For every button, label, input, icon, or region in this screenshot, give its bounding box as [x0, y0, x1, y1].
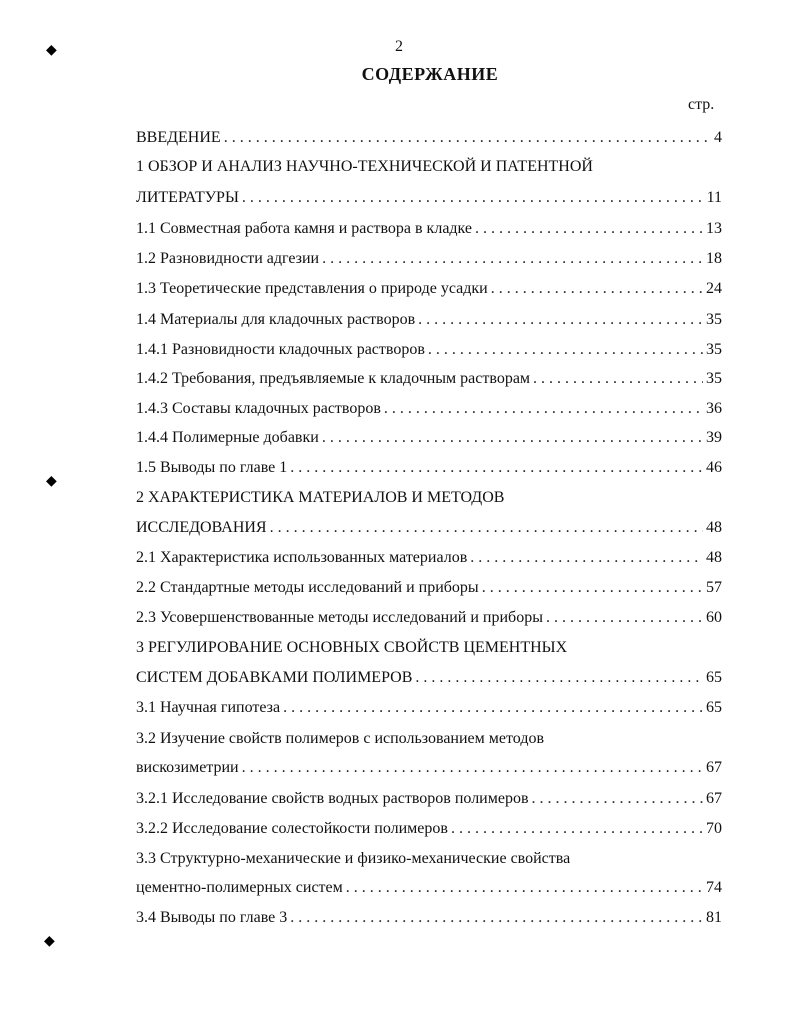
- toc-entry-page: 13: [706, 220, 722, 237]
- toc-leader: [482, 577, 703, 599]
- toc-entry: [136, 788, 722, 810]
- toc-entry: [136, 218, 722, 240]
- toc-entry-page: 67: [706, 759, 722, 776]
- toc-entry: [136, 278, 722, 300]
- toc-entry-text: 1.4.2 Требования, предъявляемые к кладочным растворам: [136, 370, 531, 387]
- toc-entry-text: 1.4.3 Составы кладочных растворов: [136, 400, 381, 417]
- binding-mark-icon: ◆: [44, 934, 55, 949]
- toc-entry: [136, 187, 722, 209]
- page-title: СОДЕРЖАНИЕ: [361, 64, 499, 84]
- toc-entry-page: 35: [706, 370, 722, 387]
- toc-entry-text: 3.2.1 Исследование свойств водных растворов полимеров: [136, 790, 529, 807]
- toc-entry-page: 46: [706, 459, 722, 476]
- toc-leader: [242, 757, 703, 779]
- toc-entry-text: 3.2.2 Исследование солестойкости полимеров: [136, 820, 448, 837]
- toc-heading-line: 3.3 Структурно-механические и физико-механические свойства: [136, 850, 571, 867]
- toc-leader: [533, 368, 703, 390]
- toc-entry-text: вискозиметрии: [136, 759, 239, 776]
- toc-entry: [136, 398, 722, 420]
- page-number: 2: [395, 38, 403, 55]
- toc-entry-text: цементно-полимерных систем: [136, 879, 343, 896]
- toc-leader: [290, 907, 703, 929]
- toc-entry-text: 1.4.4 Полимерные добавки: [136, 429, 319, 446]
- toc-leader: [415, 667, 703, 689]
- toc-heading-line: 3 РЕГУЛИРОВАНИЕ ОСНОВНЫХ СВОЙСТВ ЦЕМЕНТНЫХ: [136, 639, 568, 656]
- toc-entry-text: 1.1 Совместная работа камня и раствора в кладке: [136, 220, 473, 237]
- toc-leader: [451, 818, 703, 840]
- toc-leader: [283, 697, 703, 719]
- toc-entry: [136, 667, 722, 689]
- toc-entry-text: СИСТЕМ ДОБАВКАМИ ПОЛИМЕРОВ: [136, 669, 413, 686]
- toc-entry: [136, 607, 722, 629]
- toc-leader: [475, 218, 703, 240]
- toc-entry: [136, 877, 722, 899]
- toc-leader: [428, 339, 703, 361]
- binding-mark-icon: ◆: [46, 474, 57, 489]
- toc-entry-text: 1.2 Разновидности адгезии: [136, 250, 320, 267]
- toc-entry-page: 11: [706, 189, 722, 206]
- toc-leader: [242, 187, 704, 209]
- toc-leader: [322, 427, 703, 449]
- toc-entry: [136, 368, 722, 390]
- toc-leader: [322, 248, 703, 270]
- toc-entry-text: 2.2 Стандартные методы исследований и приборы: [136, 579, 479, 596]
- toc-entry: [136, 457, 722, 479]
- toc-entry-page: 4: [714, 129, 722, 146]
- toc-entry-page: 48: [706, 519, 722, 536]
- toc-entry-page: 57: [706, 579, 722, 596]
- toc-entry-page: 36: [706, 400, 722, 417]
- toc-entry-page: 48: [706, 549, 722, 566]
- toc-entry: [136, 427, 722, 449]
- toc-entry-page: 39: [706, 429, 722, 446]
- toc-entry: [136, 907, 722, 929]
- toc-entry-page: 74: [706, 879, 722, 896]
- toc-entry: [136, 757, 722, 779]
- toc-entry-page: 35: [706, 311, 722, 328]
- toc-entry-text: ЛИТЕРАТУРЫ: [136, 189, 239, 206]
- toc-entry-page: 81: [706, 909, 722, 926]
- toc-entry: [136, 248, 722, 270]
- toc-leader: [470, 547, 703, 569]
- toc-heading-line: 3.2 Изучение свойств полимеров с использованием методов: [136, 730, 545, 747]
- toc-entry-page: 65: [706, 669, 722, 686]
- toc-leader: [224, 127, 711, 149]
- toc-entry-text: ВВЕДЕНИЕ: [136, 129, 221, 146]
- toc-entry: [136, 818, 722, 840]
- toc-entry-text: 3.1 Научная гипотеза: [136, 699, 281, 716]
- toc-leader: [290, 457, 703, 479]
- toc-leader: [491, 278, 703, 300]
- toc-entry-page: 18: [706, 250, 722, 267]
- toc-entry: [136, 339, 722, 361]
- toc-entry: [136, 309, 722, 331]
- toc-entry-text: 1.5 Выводы по главе 1: [136, 459, 288, 476]
- toc-entry-page: 24: [706, 280, 722, 297]
- toc-entry-text: 1.4 Материалы для кладочных растворов: [136, 311, 416, 328]
- toc-entry-text: 2.1 Характеристика использованных материалов: [136, 549, 468, 566]
- toc-entry-text: 1.4.1 Разновидности кладочных растворов: [136, 341, 425, 358]
- toc-entry-text: 3.4 Выводы по главе 3: [136, 909, 288, 926]
- toc-entry-page: 35: [706, 341, 722, 358]
- toc-entry-page: 65: [706, 699, 722, 716]
- toc-entry-text: 1.3 Теоретические представления о природе усадки: [136, 280, 488, 297]
- binding-mark-icon: ◆: [46, 43, 57, 58]
- toc-heading-line: 1 ОБЗОР И АНАЛИЗ НАУЧНО-ТЕХНИЧЕСКОЙ И ПАТЕНТНОЙ: [136, 158, 593, 175]
- page-column-label: стр.: [688, 96, 715, 113]
- toc-leader: [418, 309, 703, 331]
- toc-entry: [136, 127, 722, 149]
- toc-entry-page: 60: [706, 609, 722, 626]
- toc-entry-page: 70: [706, 820, 722, 837]
- toc-entry: [136, 517, 722, 539]
- toc-entry: [136, 697, 722, 719]
- toc-entry: [136, 547, 722, 569]
- toc-leader: [532, 788, 703, 810]
- toc-leader: [270, 517, 703, 539]
- toc-entry-page: 67: [706, 790, 722, 807]
- toc-entry: [136, 577, 722, 599]
- toc-heading-line: 2 ХАРАКТЕРИСТИКА МАТЕРИАЛОВ И МЕТОДОВ: [136, 489, 505, 506]
- toc-leader: [546, 607, 703, 629]
- toc-entry-text: 2.3 Усовершенствованные методы исследований и приборы: [136, 609, 543, 626]
- toc-entry-text: ИССЛЕДОВАНИЯ: [136, 519, 267, 536]
- toc-leader: [346, 877, 703, 899]
- toc-leader: [384, 398, 703, 420]
